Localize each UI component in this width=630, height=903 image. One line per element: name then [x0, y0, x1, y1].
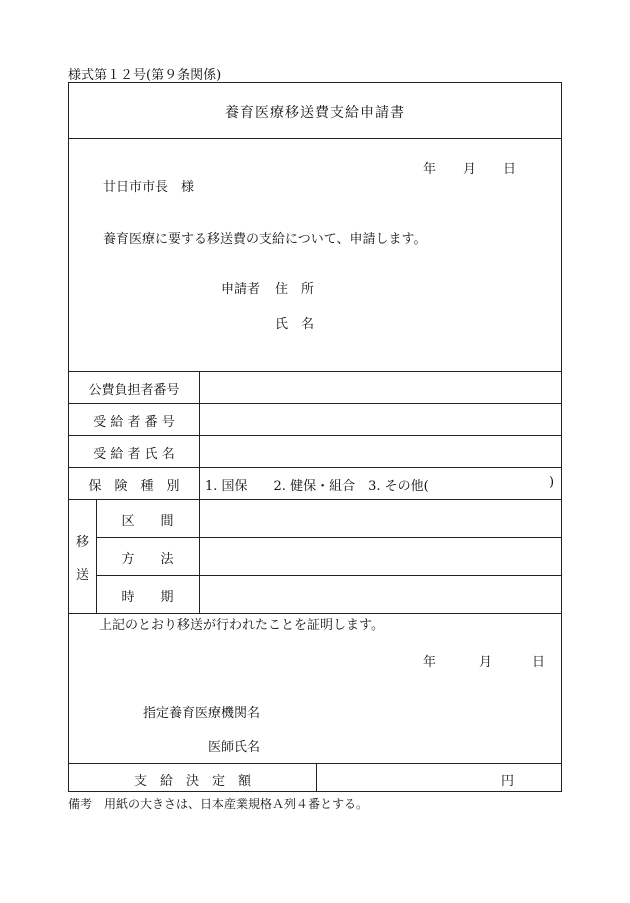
- yen-unit: 円: [501, 774, 515, 789]
- cert-month-label: 月: [479, 655, 493, 670]
- divider: [96, 575, 561, 576]
- recipient-number-label: 受 給 者 番 号: [93, 415, 175, 430]
- cert-day-label: 日: [532, 655, 546, 670]
- divider: [69, 403, 561, 404]
- transfer-label-bottom: 送: [76, 568, 90, 583]
- recipient-name-label: 受 給 者 氏 名: [93, 447, 175, 462]
- payment-amount-label: 支 給 決 定 額: [133, 774, 251, 789]
- footnote: 備考 用紙の大きさは、日本産業規格Ａ列４番とする。: [68, 797, 369, 811]
- transfer-label-top: 移: [76, 535, 90, 550]
- divider: [69, 763, 561, 764]
- divider: [69, 499, 561, 500]
- public-payer-number-label: 公費負担者番号: [88, 383, 180, 398]
- applicant-label: 申請者: [221, 282, 261, 297]
- application-form: [68, 82, 562, 792]
- addressee: 廿日市市長 様: [103, 180, 195, 195]
- year-label: 年: [423, 162, 437, 177]
- divider: [69, 467, 561, 468]
- name-label: 氏 名: [275, 317, 315, 332]
- insurance-options: 1. 国保 2. 健保・組合 3. その他(: [205, 479, 429, 494]
- transfer-method-label: 方 法: [121, 552, 174, 567]
- insurance-type-label: 保 険 種 別: [88, 479, 180, 494]
- form-title: 養育医療移送費支給申請書: [225, 105, 405, 121]
- form-number: 様式第１２号(第９条関係): [68, 68, 222, 83]
- application-statement: 養育医療に要する移送費の支給について、申請します。: [103, 232, 427, 247]
- divider: [96, 537, 561, 538]
- divider: [69, 371, 561, 372]
- certification-statement: 上記のとおり移送が行われたことを証明します。: [99, 618, 384, 633]
- insurance-other-close: ): [549, 475, 555, 490]
- day-label: 日: [503, 162, 517, 177]
- cert-year-label: 年: [423, 655, 437, 670]
- transfer-period-label: 時 期: [121, 590, 174, 605]
- month-label: 月: [463, 162, 477, 177]
- institution-label: 指定養育医療機関名: [143, 706, 261, 721]
- divider: [69, 435, 561, 436]
- divider: [199, 371, 200, 613]
- divider: [316, 763, 317, 791]
- address-label: 住 所: [275, 282, 315, 297]
- transfer-section-label: 区 間: [121, 514, 174, 529]
- doctor-label: 医師氏名: [208, 740, 261, 755]
- divider: [69, 138, 561, 139]
